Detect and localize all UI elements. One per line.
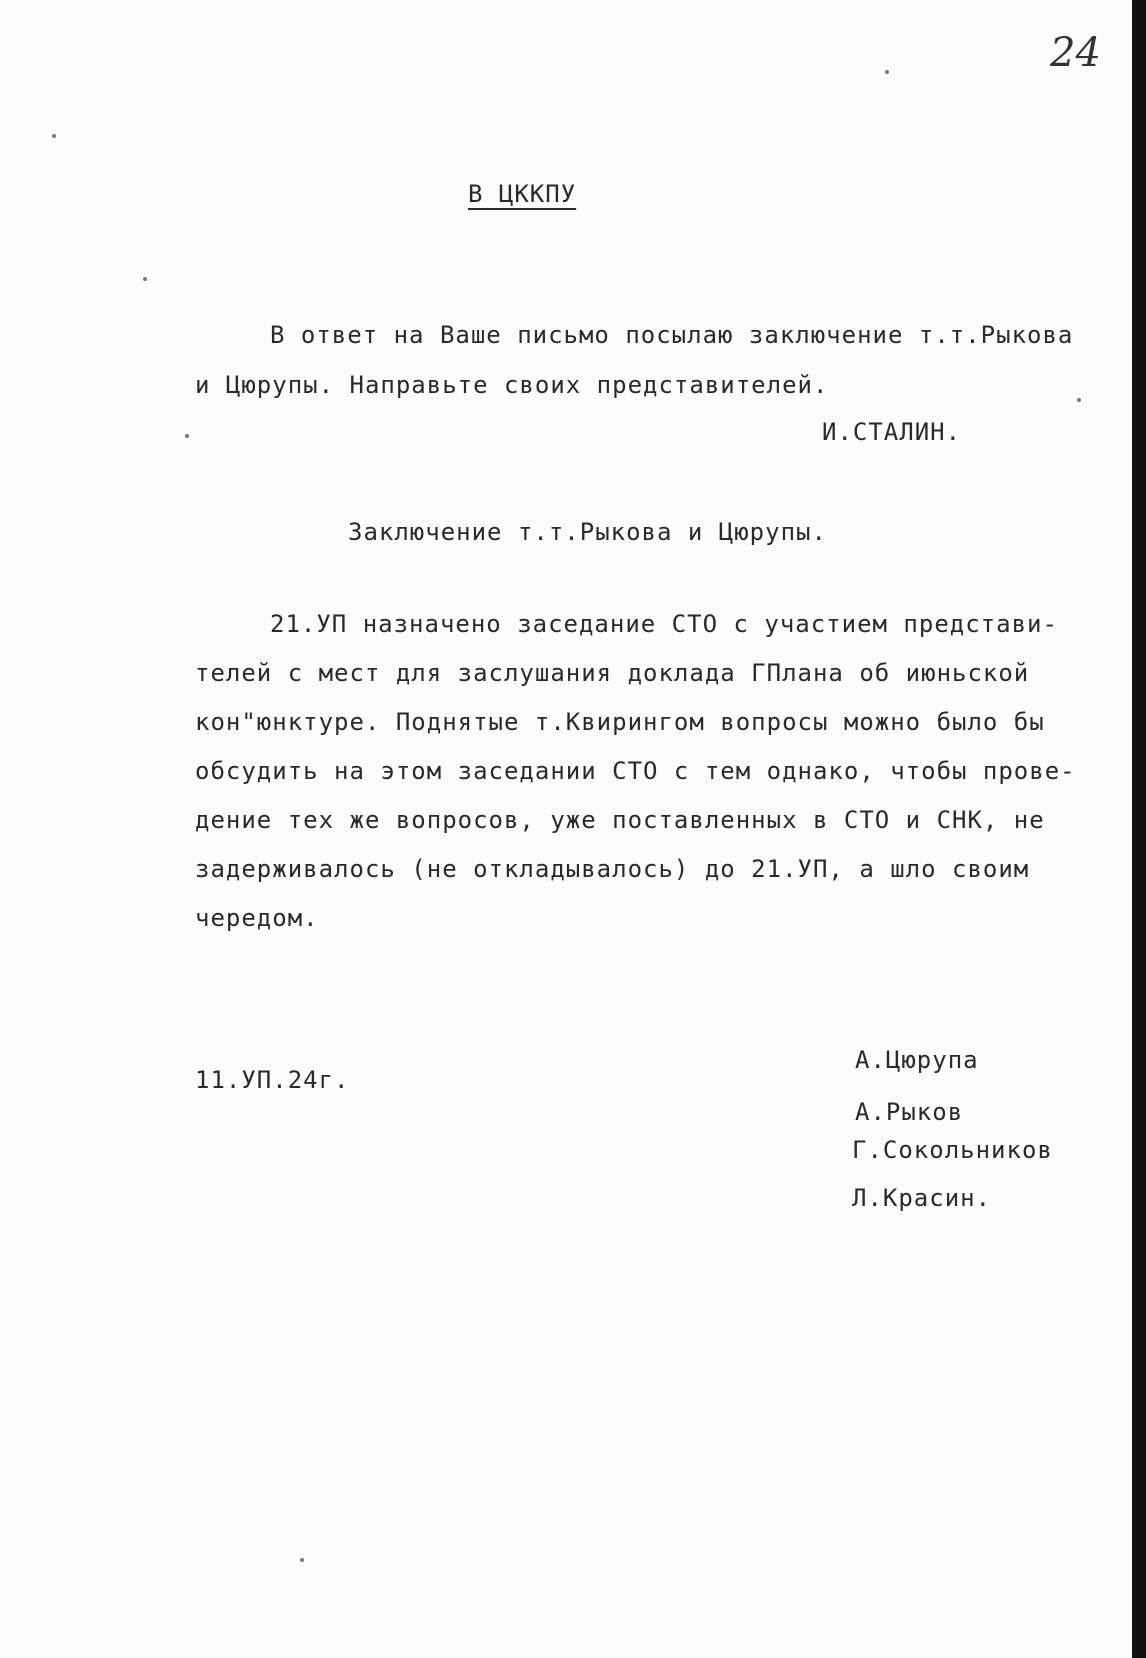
conclusion-line: 21.УП назначено заседание СТО с участием представи- (270, 610, 1058, 638)
signatory-name: А.Рыков (855, 1098, 964, 1126)
paper-speck (885, 70, 889, 74)
signatory-name: Г.Сокольников (852, 1136, 1053, 1164)
conclusion-line: обсудить на этом заседании СТО с тем однако, чтобы прове- (195, 757, 1076, 785)
paper-speck (185, 434, 189, 438)
signatory-name: А.Цюрупа (855, 1046, 979, 1074)
paper-speck (52, 134, 56, 138)
conclusion-line: телей с мест для заслушания доклада ГПлана об июньской (195, 659, 1030, 687)
cover-letter (195, 310, 1075, 410)
cover-letter-line: В ответ на Ваше письмо посылаю заключение т.т.Рыкова (270, 321, 1074, 349)
conclusion-line: дение тех же вопросов, уже поставленных в СТО и СНК, не (195, 806, 1045, 834)
archive-page-number: 24 (1050, 30, 1101, 76)
signatory-name: Л.Красин. (852, 1184, 992, 1212)
addressee-heading: В ЦККПУ (468, 180, 577, 208)
paper-speck (1077, 398, 1081, 402)
paper-speck (143, 277, 147, 281)
conclusion-line: чередом. (195, 904, 319, 932)
conclusion-line: кон"юнктуре. Поднятые т.Квирингом вопросы можно было бы (195, 708, 1045, 736)
document-date: 11.УП.24г. (195, 1066, 350, 1094)
conclusion-title: Заключение т.т.Рыкова и Цюрупы. (348, 518, 827, 546)
cover-letter-line: и Цюрупы. Направьте своих представителей. (195, 371, 829, 399)
paper-speck (300, 1558, 304, 1562)
conclusion-body (195, 600, 1075, 943)
conclusion-line: задерживалось (не откладывалось) до 21.УП, а шло своим (195, 855, 1030, 883)
cover-letter-signature: И.СТАЛИН. (822, 418, 962, 446)
